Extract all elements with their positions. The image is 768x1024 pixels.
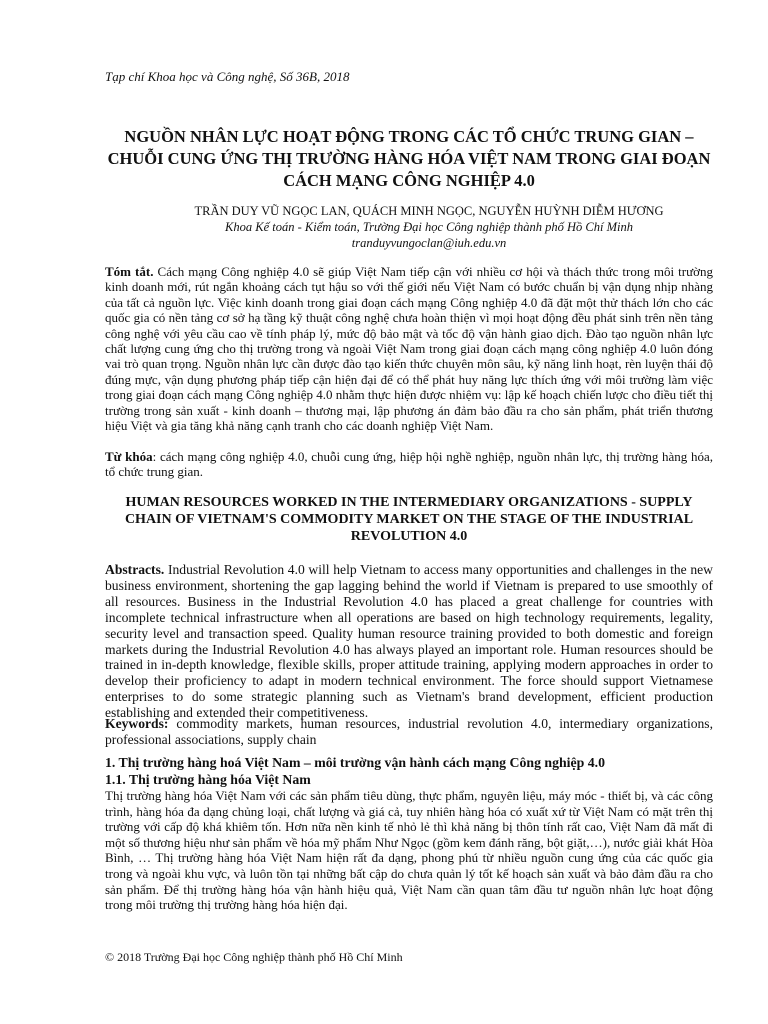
abstract-en-label: Abstracts. xyxy=(105,562,165,577)
paper-title-vi: NGUỒN NHÂN LỰC HOẠT ĐỘNG TRONG CÁC TỔ CHỨC TRUNG GIAN – CHUỖI CUNG ỨNG THỊ TRƯỜNG HÀNG HÓA VIỆT NAM TRONG GIAI ĐOẠN CÁCH MẠNG CÔNG NGHIỆP 4.0 xyxy=(107,127,711,190)
keywords-vi xyxy=(105,449,713,480)
journal-header: Tạp chí Khoa học và Công nghệ, Số 36B, 2018 xyxy=(105,69,350,84)
author-block xyxy=(105,203,713,251)
abstract-en xyxy=(105,562,713,721)
keywords-vi-label: Từ khóa xyxy=(105,449,153,464)
section-1-1-heading: 1.1. Thị trường hàng hóa Việt Nam xyxy=(105,772,311,787)
section-1-heading: 1. Thị trường hàng hoá Việt Nam – môi trường vận hành cách mạng Công nghiệp 4.0 xyxy=(105,755,605,770)
abstract-en-text: Industrial Revolution 4.0 will help Vietnam to access many opportunities and challenges in the new business environment, shortening the gap lagging behind the world if Vietnam is prepared to use smoothly of all resources. Business in the Industrial Revolution 4.0 has placed a great challenge for countries with incomplete technical infrastructure when all operations are based on high technology requirements, legality, security level and transaction speed. Quality human resource training provided to both domestic and foreign markets during the Industrial Revolution 4.0 has always played an important role. Human resources should be trained in in-depth knowledge, flexible skills, proper attitude training, applying modern approaches in order to develop their proficiency to adapt in modern technical environment. The force should support Vietnamese enterprises to do some strategic planning such as Vietnam's brand development, efficient production establishing and extended their competitiveness. xyxy=(105,562,714,721)
abstract-vi-text: Cách mạng Công nghiệp 4.0 sẽ giúp Việt Nam tiếp cận với nhiều cơ hội và thách thức trong môi trường kinh doanh mới, rút ngắn khoảng cách tụt hậu so với thế giới nếu Việt Nam có bước chuẩn bị vận dụng nhịp nhàng của tất cả nguồn lực. Việc kinh doanh trong giai đoạn cách mạng Công nghiệp 4.0 đã đặt một thử thách lớn cho các quốc gia có nền tảng cơ sở hạ tầng kỹ thuật công nghệ chưa hoàn thiện vì mọi hoạt động đều phát sinh trên nền tảng công nghệ với yêu cầu cao về tính pháp lý, mức độ bảo mật và tốc độ vận hành giao dịch. Đào tạo nguồn nhân lực chất lượng cung ứng cho thị trường trong và ngoài Việt Nam trong giai đoạn cách mạng công nghiệp 4.0 luôn đóng vai trò quan trọng. Nguồn nhân lực cần được đào tạo kiến thức chuyên môn sâu, kỹ năng linh hoạt, rèn luyện thái độ đúng mực, vận dụng phương pháp tiếp cận hiện đại để có thể phát huy năng lực thích ứng với môi trường làm việc trong giai đoạn cách mạng Công nghiệp 4.0 nhằm thực hiện được nhiệm vụ: lập kế hoạch chiến lược cho điều tiết thị trường trong sản xuất - kinh doanh – thương mại, lập phương án đảm bảo đầu ra cho sản phẩm, phát triển thương hiệu Việt và gia tăng khả năng cạnh tranh cho các doanh nghiệp Việt Nam. xyxy=(105,264,714,434)
keywords-en xyxy=(105,716,713,748)
keywords-en-text: commodity markets, human resources, industrial revolution 4.0, intermediary organizations, professional associations, supply chain xyxy=(105,716,714,747)
section-1-1-body: Thị trường hàng hóa Việt Nam với các sản phẩm tiêu dùng, thực phẩm, nguyên liệu, máy móc - thiết bị, và các công trình, hàng hóa đa dạng chủng loại, chất lượng và giá cả, tuy nhiên hàng hóa có xuất xứ từ Việt Nam có mặt trên thị trường với cấp độ khá khiêm tốn. Hơn nữa nền kinh tế nhỏ lẻ thì khả năng bị thôn tính rất cao, Việt Nam đã mất đi một số thương hiệu như sản phẩm về hóa mỹ phẩm Như Ngọc (gồm kem đánh răng, bột giặt,…), nước giải khát Hòa Bình, … Thị trường hàng hóa Việt Nam hiện rất đa dạng, phong phú từ nhiều nguồn cung ứng của các quốc gia trong và ngoài khu vực, và luôn tồn tại những bất cập do chưa quản lý tốt kế hoạch sản xuất và bảo đảm đầu ra cho sản phẩm. Để thị trường hàng hóa vận hành hiệu quả, Việt Nam cần quan tâm đầu tư nguồn nhân lực hoạt động trong môi trường thị trường hàng hóa hiện đại. xyxy=(105,788,713,913)
author-affiliation: Khoa Kế toán - Kiểm toán, Trường Đại học Công nghiệp thành phố Hồ Chí Minh xyxy=(225,220,633,234)
keywords-en-label: Keywords: xyxy=(105,716,169,731)
abstract-vi xyxy=(105,264,713,433)
paper-title-en: HUMAN RESOURCES WORKED IN THE INTERMEDIARY ORGANIZATIONS - SUPPLY CHAIN OF VIETNAM'S COMMODITY MARKET ON THE STAGE OF THE INDUSTRIAL REVOLUTION 4.0 xyxy=(124,495,694,544)
abstract-vi-label: Tóm tắt. xyxy=(105,264,154,279)
keywords-vi-text: : cách mạng công nghiệp 4.0, chuỗi cung ứng, hiệp hội nghề nghiệp, nguồn nhân lực, thị trường hàng hóa, tổ chức trung gian. xyxy=(105,449,714,480)
copyright-footer: © 2018 Trường Đại học Công nghiệp thành phố Hồ Chí Minh xyxy=(105,950,403,964)
author-email[interactable]: tranduyvungoclan@iuh.edu.vn xyxy=(351,236,507,250)
author-names: TRẦN DUY VŨ NGỌC LAN, QUÁCH MINH NGỌC, NGUYỄN HUỲNH DIỄM HƯƠNG xyxy=(194,204,664,218)
